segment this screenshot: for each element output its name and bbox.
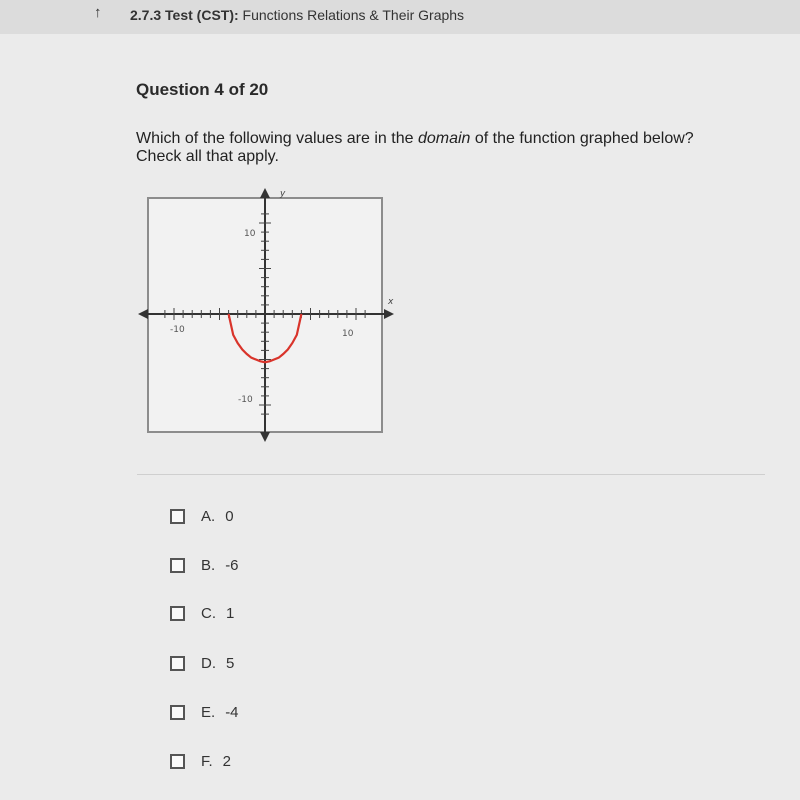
y-axis-bottom-arrow <box>260 432 270 442</box>
option-letter: A. <box>201 507 216 525</box>
question-prompt <box>136 130 726 166</box>
option-letter: B. <box>201 556 216 574</box>
up-arrow-icon[interactable]: ↑ <box>94 4 102 21</box>
y-axis-label: y <box>280 189 286 199</box>
y-tick-label-10: 10 <box>244 229 256 239</box>
option-letter: C. <box>201 604 216 622</box>
option-value: 1 <box>226 604 235 622</box>
x-axis-left-arrow <box>138 309 148 319</box>
divider <box>137 474 765 475</box>
option-b[interactable] <box>170 554 239 576</box>
option-a[interactable] <box>170 505 234 527</box>
x-axis-right-arrow <box>384 309 394 319</box>
checkbox-e[interactable] <box>170 705 185 720</box>
prompt-emphasis: domain <box>417 130 471 147</box>
option-letter: F. <box>201 752 213 770</box>
checkbox-f[interactable] <box>170 754 185 769</box>
y-axis-top-arrow <box>260 188 270 198</box>
y-tick-label-neg10: -10 <box>238 395 253 405</box>
option-f[interactable] <box>170 750 231 772</box>
test-label: Test (CST): <box>165 7 239 23</box>
function-graph <box>120 180 420 460</box>
checkbox-d[interactable] <box>170 656 185 671</box>
option-value: -4 <box>225 703 239 721</box>
option-value: 0 <box>225 507 234 525</box>
option-value: -6 <box>225 556 239 574</box>
option-letter: D. <box>201 654 216 672</box>
section-number: 2.7.3 <box>130 7 162 23</box>
checkbox-a[interactable] <box>170 509 185 524</box>
question-number: Question 4 of 20 <box>136 80 269 99</box>
breadcrumb <box>130 7 464 23</box>
checkbox-c[interactable] <box>170 606 185 621</box>
x-tick-label-neg10: -10 <box>170 325 185 335</box>
prompt-end: of the function graphed below? Check all that apply. <box>136 130 694 165</box>
x-tick-label-10: 10 <box>342 329 354 339</box>
option-value: 5 <box>226 654 235 672</box>
option-d[interactable] <box>170 652 234 674</box>
top-bar <box>0 0 800 35</box>
prompt-start: Which of the following values are in the <box>136 130 418 147</box>
lesson-title: Functions Relations & Their Graphs <box>242 7 465 23</box>
option-e[interactable] <box>170 701 239 723</box>
option-letter: E. <box>201 703 216 721</box>
option-value: 2 <box>222 752 232 770</box>
checkbox-b[interactable] <box>170 558 185 573</box>
x-axis-label: x <box>388 297 394 307</box>
option-c[interactable] <box>170 602 234 624</box>
